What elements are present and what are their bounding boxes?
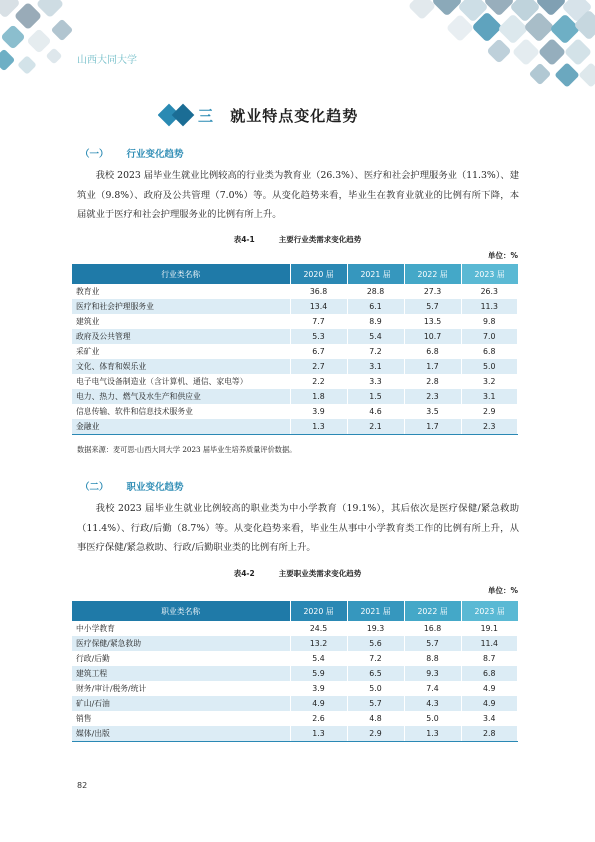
value-cell: 4.9 xyxy=(290,696,347,711)
value-cell: 2.8 xyxy=(404,374,461,389)
value-cell: 4.9 xyxy=(461,681,518,696)
table-row xyxy=(72,359,518,374)
column-header: 2020 届 xyxy=(290,264,347,284)
column-header: 2022 届 xyxy=(404,601,461,621)
occupation-table-number: 表4-2 xyxy=(233,569,255,578)
industry-heading xyxy=(80,146,202,160)
industry-table-title: 主要行业类需求变化趋势 xyxy=(278,235,362,244)
table-row xyxy=(72,329,518,344)
value-cell: 5.7 xyxy=(404,636,461,651)
value-cell: 2.3 xyxy=(404,389,461,404)
industry-table-unit: 单位：% xyxy=(487,251,518,260)
row-label-cell: 销售 xyxy=(72,711,290,726)
table-row xyxy=(72,726,518,742)
occupation-table-unit: 单位：% xyxy=(487,586,518,595)
occupation-paragraph xyxy=(77,499,519,558)
value-cell: 11.3 xyxy=(461,299,518,314)
value-cell: 19.3 xyxy=(347,621,404,636)
value-cell: 13.4 xyxy=(290,299,347,314)
row-label-cell: 电子电气设备制造业（含计算机、通信、家电等） xyxy=(72,374,290,389)
value-cell: 8.9 xyxy=(347,314,404,329)
value-cell: 6.7 xyxy=(290,344,347,359)
value-cell: 7.7 xyxy=(290,314,347,329)
table-row xyxy=(72,681,518,696)
value-cell: 4.6 xyxy=(347,404,404,419)
table-row xyxy=(72,404,518,419)
table-row xyxy=(72,636,518,651)
value-cell: 3.9 xyxy=(290,404,347,419)
row-label-cell: 中小学教育 xyxy=(72,621,290,636)
value-cell: 3.9 xyxy=(290,681,347,696)
value-cell: 7.4 xyxy=(404,681,461,696)
value-cell: 4.3 xyxy=(404,696,461,711)
table-row xyxy=(72,284,518,299)
row-label-cell: 矿山/石油 xyxy=(72,696,290,711)
value-cell: 7.2 xyxy=(347,344,404,359)
value-cell: 36.8 xyxy=(290,284,347,299)
industry-heading-number: （一） xyxy=(80,149,109,160)
value-cell: 1.3 xyxy=(404,726,461,742)
table-row xyxy=(72,374,518,389)
table-row xyxy=(72,621,518,636)
value-cell: 6.1 xyxy=(347,299,404,314)
column-header: 2020 届 xyxy=(290,601,347,621)
table-row xyxy=(72,314,518,329)
school-name: 山西大同大学 xyxy=(77,55,137,66)
value-cell: 8.8 xyxy=(404,651,461,666)
occupation-heading-text: 职业变化趋势 xyxy=(126,482,184,493)
row-label-cell: 行政/后勤 xyxy=(72,651,290,666)
value-cell: 28.8 xyxy=(347,284,404,299)
occupation-table xyxy=(72,601,518,742)
value-cell: 9.8 xyxy=(461,314,518,329)
column-header: 2023 届 xyxy=(461,601,518,621)
industry-table-number: 表4-1 xyxy=(233,235,255,244)
industry-table-caption xyxy=(0,234,595,245)
table-row xyxy=(72,389,518,404)
value-cell: 1.8 xyxy=(290,389,347,404)
value-cell: 1.7 xyxy=(404,419,461,435)
page-number: 82 xyxy=(77,781,88,790)
industry-paragraph-text: 我校 2023 届毕业生就业比例较高的行业类为教育业（26.3%）、医疗和社会护理服务业（11.3%）、建筑业（9.8%）、政府及公共管理（7.0%）等。从变化趋势来看，毕业生在教育业就业的比例有所下降，本届就业于医疗和社会护理服务业的比例有所上升。 xyxy=(77,170,519,220)
value-cell: 3.3 xyxy=(347,374,404,389)
value-cell: 2.7 xyxy=(290,359,347,374)
value-cell: 4.8 xyxy=(347,711,404,726)
diamond-icon xyxy=(158,102,196,128)
value-cell: 27.3 xyxy=(404,284,461,299)
column-header: 行业类名称 xyxy=(72,264,290,284)
value-cell: 7.0 xyxy=(461,329,518,344)
value-cell: 1.7 xyxy=(404,359,461,374)
column-header: 2023 届 xyxy=(461,264,518,284)
occupation-paragraph-text: 我校 2023 届毕业生就业比例较高的职业类为中小学教育（19.1%），其后依次是医疗保健/紧急救助（11.4%）、行政/后勤（8.7%）等。从变化趋势来看，毕业生从事中小学教育类工作的比例有所上升，从事医疗保健/紧急救助、行政/后勤职业类的比例有所上升。 xyxy=(77,503,519,553)
row-label-cell: 媒体/出版 xyxy=(72,726,290,742)
value-cell: 6.8 xyxy=(461,344,518,359)
value-cell: 19.1 xyxy=(461,621,518,636)
value-cell: 3.1 xyxy=(461,389,518,404)
table-row xyxy=(72,696,518,711)
value-cell: 6.8 xyxy=(461,666,518,681)
value-cell: 16.8 xyxy=(404,621,461,636)
table-row xyxy=(72,711,518,726)
value-cell: 1.5 xyxy=(347,389,404,404)
row-label-cell: 政府及公共管理 xyxy=(72,329,290,344)
value-cell: 6.8 xyxy=(404,344,461,359)
industry-table-header xyxy=(72,264,518,284)
row-label-cell: 金融业 xyxy=(72,419,290,435)
row-label-cell: 采矿业 xyxy=(72,344,290,359)
column-header: 2021 届 xyxy=(347,601,404,621)
row-label-cell: 财务/审计/税务/统计 xyxy=(72,681,290,696)
value-cell: 5.4 xyxy=(290,651,347,666)
value-cell: 2.6 xyxy=(290,711,347,726)
value-cell: 4.9 xyxy=(461,696,518,711)
row-label-cell: 信息传输、软件和信息技术服务业 xyxy=(72,404,290,419)
value-cell: 3.1 xyxy=(347,359,404,374)
value-cell: 24.5 xyxy=(290,621,347,636)
value-cell: 3.5 xyxy=(404,404,461,419)
value-cell: 5.0 xyxy=(404,711,461,726)
value-cell: 5.0 xyxy=(347,681,404,696)
table-row xyxy=(72,666,518,681)
table-row xyxy=(72,419,518,435)
value-cell: 6.5 xyxy=(347,666,404,681)
value-cell: 9.3 xyxy=(404,666,461,681)
data-source-note: 数据来源：麦可思-山西大同大学 2023 届毕业生培养质量评价数据。 xyxy=(77,445,297,454)
table-row xyxy=(72,651,518,666)
industry-heading-text: 行业变化趋势 xyxy=(126,149,184,160)
section-title-text: 就业特点变化趋势 xyxy=(230,107,359,125)
table-row xyxy=(72,299,518,314)
occupation-table-caption xyxy=(0,568,595,579)
value-cell: 11.4 xyxy=(461,636,518,651)
value-cell: 13.5 xyxy=(404,314,461,329)
row-label-cell: 医疗保健/紧急救助 xyxy=(72,636,290,651)
occupation-table-title: 主要职业类需求变化趋势 xyxy=(278,569,362,578)
row-label-cell: 建筑业 xyxy=(72,314,290,329)
column-header: 2021 届 xyxy=(347,264,404,284)
value-cell: 7.2 xyxy=(347,651,404,666)
occupation-heading xyxy=(80,479,202,493)
column-header: 职业类名称 xyxy=(72,601,290,621)
value-cell: 5.3 xyxy=(290,329,347,344)
left-tile-mosaic xyxy=(0,0,73,75)
value-cell: 5.9 xyxy=(290,666,347,681)
row-label-cell: 文化、体育和娱乐业 xyxy=(72,359,290,374)
industry-table xyxy=(72,264,518,435)
value-cell: 1.3 xyxy=(290,726,347,742)
value-cell: 2.8 xyxy=(461,726,518,742)
value-cell: 2.2 xyxy=(290,374,347,389)
value-cell: 26.3 xyxy=(461,284,518,299)
value-cell: 2.9 xyxy=(461,404,518,419)
section-number: 三 xyxy=(198,107,215,125)
occupation-heading-number: （二） xyxy=(80,482,109,493)
value-cell: 2.1 xyxy=(347,419,404,435)
value-cell: 5.0 xyxy=(461,359,518,374)
value-cell: 8.7 xyxy=(461,651,518,666)
value-cell: 1.3 xyxy=(290,419,347,435)
value-cell: 5.4 xyxy=(347,329,404,344)
right-tile-mosaic xyxy=(408,0,595,88)
value-cell: 3.2 xyxy=(461,374,518,389)
value-cell: 13.2 xyxy=(290,636,347,651)
value-cell: 3.4 xyxy=(461,711,518,726)
value-cell: 2.9 xyxy=(347,726,404,742)
value-cell: 5.7 xyxy=(347,696,404,711)
value-cell: 5.7 xyxy=(404,299,461,314)
value-cell: 5.6 xyxy=(347,636,404,651)
industry-paragraph xyxy=(77,166,519,225)
value-cell: 10.7 xyxy=(404,329,461,344)
row-label-cell: 电力、热力、燃气及水生产和供应业 xyxy=(72,389,290,404)
table-row xyxy=(72,344,518,359)
column-header: 2022 届 xyxy=(404,264,461,284)
row-label-cell: 建筑工程 xyxy=(72,666,290,681)
row-label-cell: 医疗和社会护理服务业 xyxy=(72,299,290,314)
value-cell: 2.3 xyxy=(461,419,518,435)
occupation-table-header xyxy=(72,601,518,621)
row-label-cell: 教育业 xyxy=(72,284,290,299)
